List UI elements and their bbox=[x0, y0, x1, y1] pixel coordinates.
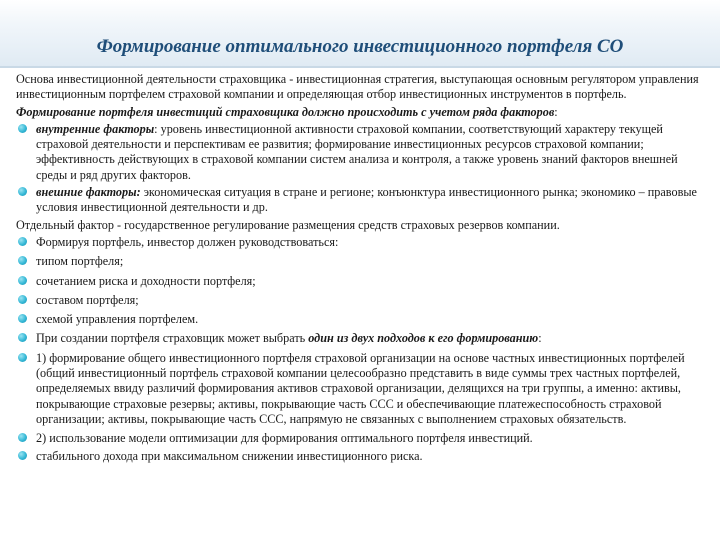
bullet-icon bbox=[18, 433, 27, 442]
list-item bbox=[16, 293, 706, 308]
list-item-external-factors bbox=[16, 185, 706, 216]
internal-factors-label: внутренние факторы bbox=[36, 121, 155, 136]
list-item-approach-1 bbox=[16, 351, 706, 427]
factors-heading-paragraph bbox=[16, 105, 706, 120]
bullet-icon bbox=[18, 353, 27, 362]
list-item bbox=[16, 254, 706, 269]
list-item-internal-factors bbox=[16, 122, 706, 183]
bullet-icon bbox=[18, 314, 27, 323]
bullet-icon bbox=[18, 295, 27, 304]
list-item bbox=[16, 312, 706, 327]
factors-heading-tail: : bbox=[554, 104, 558, 119]
bullet-icon bbox=[18, 276, 27, 285]
bullet-icon bbox=[18, 124, 27, 133]
list-item-approaches bbox=[16, 331, 706, 346]
approach-2b-text: стабильного дохода при максимальном снижении инвестиционного риска. bbox=[36, 448, 423, 463]
bullet-icon bbox=[18, 237, 27, 246]
factors-list bbox=[16, 122, 706, 216]
approaches-emphasis: один из двух подходов к его формированию bbox=[308, 331, 539, 346]
internal-factors-text: : уровень инвестиционной активности страховой компании, соответствующий характеру текущей страховой деятельности и перспективам ее развития; формирование инвестиционных ресурсов страховой компании; эффективность действующих в страховой компании систем анализа и контроля, а также уровень знаний факторов внешней среды и ряд других факторов. bbox=[36, 121, 678, 182]
list-item-text: составом портфеля; bbox=[36, 292, 139, 307]
approach-1-text: 1) формирование общего инвестиционного портфеля страховой организации на основе частных инвестиционных портфелей (общий инвестиционный портфель страховой компании целесообразно представить в виде суммы трех частных портфелей, определяемых ввиду различий формирования активов страховой организации, делящихся на три группы, а именно: активы, покрывающие страховые резервы; активы, покрывающие часть ССС и обеспечивающие платежеспособность страховой организации; активы, покрывающие часть ССС, напрямую не связанных с выполнением страховых обязательств. bbox=[36, 350, 685, 426]
list-item-text: типом портфеля; bbox=[36, 254, 124, 269]
list-item-text: схемой управления портфелем. bbox=[36, 312, 199, 327]
list-item-approach-2b bbox=[16, 449, 706, 464]
list-item bbox=[16, 274, 706, 289]
list-item-text: сочетанием риска и доходности портфеля; bbox=[36, 273, 256, 288]
external-factors-label: внешние факторы: bbox=[36, 185, 141, 200]
intro-paragraph: Основа инвестиционной деятельности страховщика - инвестиционная стратегия, выступающая основным регулятором управления инвестиционным портфелем страховой компании и определяющая отбор инвестиционных инструментов в портфель. bbox=[16, 72, 699, 102]
list-item-approach-2 bbox=[16, 431, 706, 446]
bullet-icon bbox=[18, 187, 27, 196]
slide-body bbox=[16, 72, 706, 466]
approaches-pre: При создании портфеля страховщик может выбрать bbox=[36, 331, 309, 346]
factors-heading: Формирование портфеля инвестиций страховщика должно происходить с учетом ряда факторов bbox=[16, 104, 555, 119]
separate-factor-paragraph: Отдельный фактор - государственное регулирование размещения средств страховых резервов компании. bbox=[16, 217, 560, 232]
slide-title: Формирование оптимального инвестиционного портфеля СО bbox=[96, 36, 624, 57]
approach-2-text: 2) использование модели оптимизации для формирования оптимального портфеля инвестиций. bbox=[36, 431, 533, 446]
bullet-icon bbox=[18, 333, 27, 342]
list-item-text: Формируя портфель, инвестор должен руководствоваться: bbox=[36, 234, 339, 249]
title-divider bbox=[0, 66, 720, 68]
bullet-icon bbox=[18, 451, 27, 460]
approaches-post: : bbox=[538, 331, 542, 346]
external-factors-text: экономическая ситуация в стране и регионе; конъюнктура инвестиционного рынка; экономико – правовые условия инвестиционной деятельности и др. bbox=[36, 185, 697, 215]
portfolio-list bbox=[16, 235, 706, 464]
list-item bbox=[16, 235, 706, 250]
bullet-icon bbox=[18, 256, 27, 265]
